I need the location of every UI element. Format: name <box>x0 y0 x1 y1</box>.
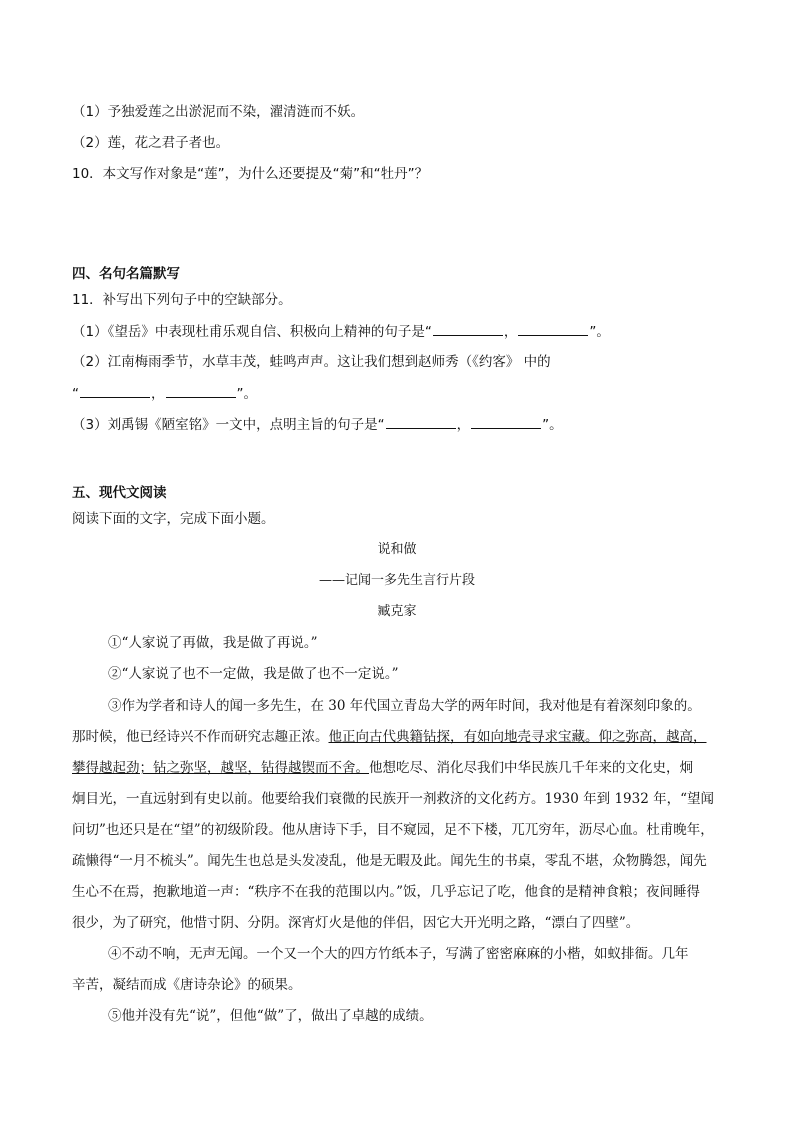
section-4-heading: 四、名句名篇默写 <box>72 266 180 282</box>
article-title: 说和做 <box>377 542 417 557</box>
question-11-item-1 <box>72 321 610 342</box>
blank-separator: ， <box>503 324 518 340</box>
paragraph-3-text: 那时候，他已经诗兴不作而研究志趣正浓。 <box>72 729 329 745</box>
answer-blank[interactable] <box>166 383 236 398</box>
blank-separator: ， <box>456 417 471 433</box>
question-11-item-1-text: （1）《望岳》中表现杜甫乐观自信、积极向上精神的句子是“ <box>72 324 432 340</box>
reading-instruction: 阅读下面的文字，完成下面小题。 <box>72 511 275 527</box>
article-subtitle: ——记闻一多先生言行片段 <box>318 573 475 588</box>
question-11-item-3 <box>72 414 563 435</box>
paragraph-3-line: 很少，为了研究，他惜寸阴、分阴。深宵灯火是他的伴侣，因它大开光明之路，“漂白了四壁”。 <box>72 915 640 931</box>
article-author: 臧克家 <box>377 604 417 619</box>
answer-blank[interactable] <box>386 414 456 429</box>
closing-quote: ”。 <box>589 324 610 340</box>
opening-quote: “ <box>72 386 79 402</box>
paragraph-3-line: ③作为学者和诗人的闻一多先生，在 30 年代国立青岛大学的两年时间，我对他是有着深刻印象的。 <box>108 698 701 714</box>
underlined-sentence: 他正向古代典籍钻探，有如向地壳寻求宝藏。仰之弥高，越高， <box>328 729 707 745</box>
paragraph-3-line <box>72 758 732 778</box>
paragraph-5: ⑤他并没有先“说”，但他“做”了，做出了卓越的成绩。 <box>108 1008 433 1024</box>
answer-blank[interactable] <box>433 321 503 336</box>
question-11: 11．补写出下列句子中的空缺部分。 <box>72 292 292 308</box>
section-5-heading: 五、现代文阅读 <box>72 485 167 501</box>
paragraph-3-line: 生心不在焉，抱歉地道一声：“秩序不在我的范围以内。”饭，几乎忘记了吃，他食的是精神食粮；夜间睡得 <box>72 884 701 900</box>
closing-quote: ”。 <box>236 386 257 402</box>
paragraph-3-line: 疏懒得“一月不梳头”。闻先生也总是头发凌乱，他是无暇及此。闻先生的书桌，零乱不堪，众物腾怨，闻先 <box>72 853 707 869</box>
paragraph-4-line: 辛苦，凝结而成《唐诗杂论》的硕果。 <box>72 977 302 993</box>
question-11-item-3-text: （3）刘禹锡《陋室铭》一文中，点明主旨的句子是“ <box>72 417 385 433</box>
answer-blank[interactable] <box>80 383 150 398</box>
question-11-item-2: （2）江南梅雨季节，水草丰茂，蛙鸣声声。这让我们想到赵师秀（《约客》 中的 <box>72 354 551 370</box>
question-11-item-2-blanks <box>72 383 257 404</box>
paragraph-3-line <box>72 727 732 747</box>
question-10: 10．本文写作对象是“莲”，为什么还要提及“菊”和“牡丹”？ <box>72 166 429 182</box>
paragraph-1: ①“人家说了再做，我是做了再说。” <box>108 635 318 651</box>
answer-blank[interactable] <box>518 321 588 336</box>
question-9-item-2: （2）莲，花之君子者也。 <box>72 135 230 151</box>
paragraph-3-line: 问切”也还只是在“望”的初级阶段。他从唐诗下手，目不窥园，足不下楼，兀兀穷年，沥尽心血。杜甫晚年， <box>72 822 714 838</box>
paragraph-2: ②“人家说了也不一定做，我是做了也不一定说。” <box>108 666 399 682</box>
question-9-item-1: （1）予独爱莲之出淤泥而不染，濯清涟而不妖。 <box>72 104 365 120</box>
paragraph-4-line: ④不动不响，无声无闻。一个又一个大的四方竹纸本子，写满了密密麻麻的小楷，如蚁排衙。几年 <box>108 946 689 962</box>
closing-quote: ”。 <box>542 417 563 433</box>
answer-blank[interactable] <box>471 414 541 429</box>
underlined-sentence: 攀得越起劲；钻之弥坚，越坚，钻得越锲而不舍。 <box>72 760 369 776</box>
paragraph-3-text: 他想吃尽、消化尽我们中华民族几千年来的文化史，炯 <box>369 760 693 776</box>
paragraph-3-line: 炯目光，一直远射到有史以前。他要给我们衰微的民族开一剂救济的文化药方。1930 年到 1932 年，“望闻 <box>72 791 714 807</box>
blank-separator: ， <box>151 386 165 402</box>
